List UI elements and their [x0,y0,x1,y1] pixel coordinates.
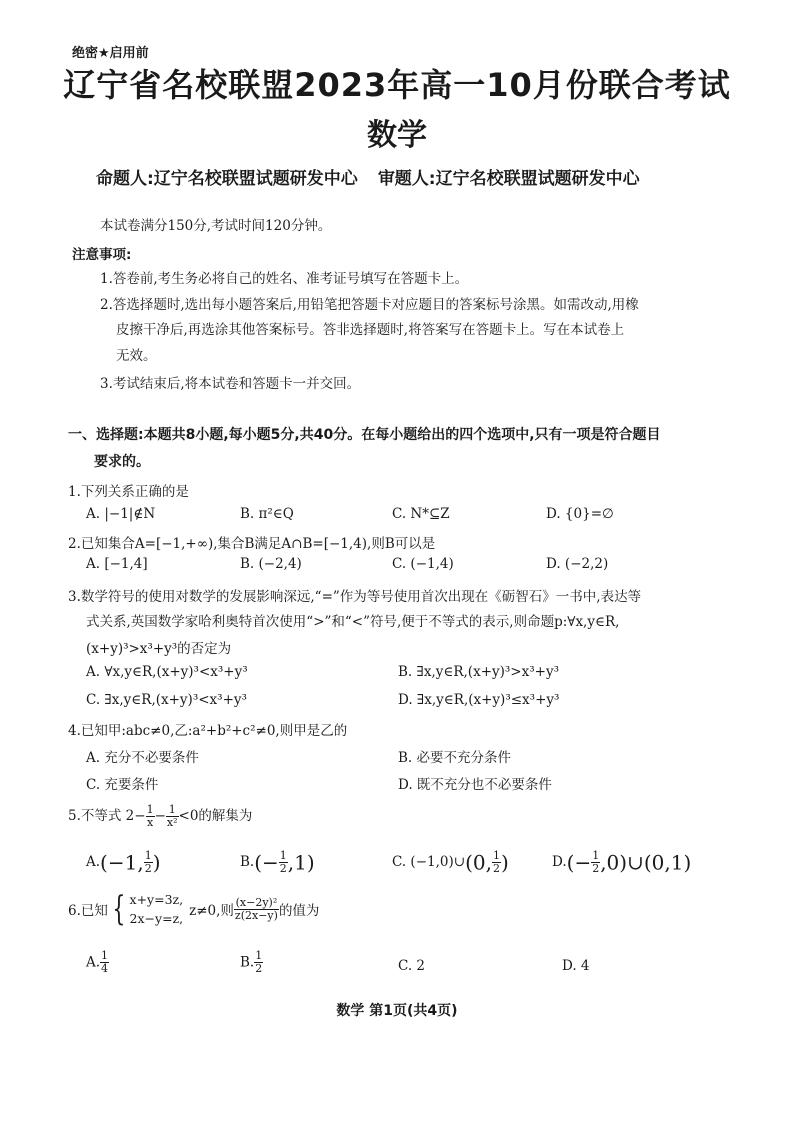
question-6-option-d: D. 4 [562,958,590,974]
subject-title: 数学 [367,118,427,153]
question-6-option-c: C. 2 [398,958,426,974]
question-3-line-2: 式关系,英国数学家哈利奥特首次使用“>”和“<”符号,便于不等式的表示,则命题p:∀x,y∈R, [86,614,620,630]
section-1-heading-cont: 要求的。 [94,454,150,470]
question-5-stem: 5.不等式 2− $\frac{1}{x}$ − $\frac{1}{\text{x²}}$ <0的解集为 [68,803,253,829]
question-5-option-d: D.(− $\frac{1}{2}$ ,0)∪(0,1) [552,849,692,875]
note-2-line-3: 无效。 [116,348,157,364]
question-6-option-a: A. $\frac{1}{4}$ [86,949,109,975]
question-2-option-a: A. [−1,4] [86,556,148,572]
question-4-option-b: B. 必要不充分条件 [398,750,512,766]
question-3-line-3: (x+y)³>x³+y³的否定为 [86,641,232,657]
confidential-label: 绝密★启用前 [72,46,149,61]
question-4-option-c: C. 充要条件 [86,777,159,793]
question-6-option-b: B. $\frac{1}{2}$ [240,949,263,975]
question-3-option-b: B. ∃x,y∈R,(x+y)³>x³+y³ [398,664,559,680]
exam-title: 辽宁省名校联盟2023年高一10月份联合考试 [63,66,731,104]
question-6-stem: 6.已知 { x+y=3z, 2x−y=z, z≠0,则 $\frac{\text{(x−2y)²}}{z(2x-y)}$ 的值为 [68,889,320,929]
page-footer: 数学 第1页(共4页) [336,1003,458,1019]
question-1-option-a: A. |−1|∉N [86,506,156,522]
question-2-option-c: C. (−1,4) [392,556,454,572]
section-1-heading: 一、选择题:本题共8小题,每小题5分,共40分。在每小题给出的四个选项中,只有一项是符合题目 [68,427,661,443]
question-3-option-c: C. ∃x,y∈R,(x+y)³<x³+y³ [86,692,247,708]
question-3-line-1: 3.数学符号的使用对数学的发展影响深远,“=”作为等号使用首次出现在《砺智石》一书中,表达等 [68,589,642,605]
question-3-option-a: A. ∀x,y∈R,(x+y)³<x³+y³ [86,664,248,680]
question-4-stem: 4.已知甲:abc≠0,乙:a²+b²+c²≠0,则甲是乙的 [68,723,348,739]
note-1: 1.答卷前,考生务必将自己的姓名、准考证号填写在答题卡上。 [100,271,469,287]
exam-intro: 本试卷满分150分,考试时间120分钟。 [100,218,332,234]
fraction-1-over-x: $\frac{1}{x}$ [146,803,154,829]
question-5-option-b: B.(− $\frac{1}{2}$ ,1) [240,849,315,875]
left-brace: { [112,889,126,929]
question-4-option-a: A. 充分不必要条件 [86,750,199,766]
question-2-stem: 2.已知集合A=[−1,+∞),集合B满足A∩B=[−1,4),则B可以是 [68,536,436,552]
notes-heading: 注意事项: [72,247,132,263]
question-1-option-c: C. N*⊆Z [392,506,450,522]
question-1-option-b: B. π²∈Q [240,506,294,522]
question-4-option-d: D. 既不充分也不必要条件 [398,777,552,793]
question-2-option-d: D. (−2,2) [546,556,609,572]
reviewer-text: 审题人:辽宁名校联盟试题研发中心 [377,169,640,189]
note-2-line-1: 2.答选择题时,选出每小题答案后,用铅笔把答题卡对应题目的答案标号涂黑。如需改动,用橡 [100,297,639,313]
note-2-line-2: 皮擦干净后,再选涂其他答案标号。答非选择题时,将答案写在答题卡上。写在本试卷上 [116,322,625,338]
question-1-stem: 1.下列关系正确的是 [68,484,189,500]
question-1-option-d: D. {0}=∅ [546,506,614,522]
target-expression: $\frac{\text{(x−2y)²}}{z(2x-y)}$ [234,895,278,922]
question-5-option-c: C. (−1,0)∪(0, $\frac{1}{2}$ ) [392,849,509,875]
question-2-option-b: B. (−2,4) [240,556,302,572]
equation-system: x+y=3z, 2x−y=z, [129,892,184,926]
fraction-1-over-x-squared: $\frac{1}{\text{x²}}$ [166,803,178,829]
question-3-option-d: D. ∃x,y∈R,(x+y)³≤x³+y³ [398,692,560,708]
note-3: 3.考试结束后,将本试卷和答题卡一并交回。 [100,376,361,392]
question-5-option-a: A.(−1, $\frac{1}{2}$ ) [86,849,161,875]
author-text: 命题人:辽宁名校联盟试题研发中心 [96,169,358,189]
authors-line [96,164,640,189]
